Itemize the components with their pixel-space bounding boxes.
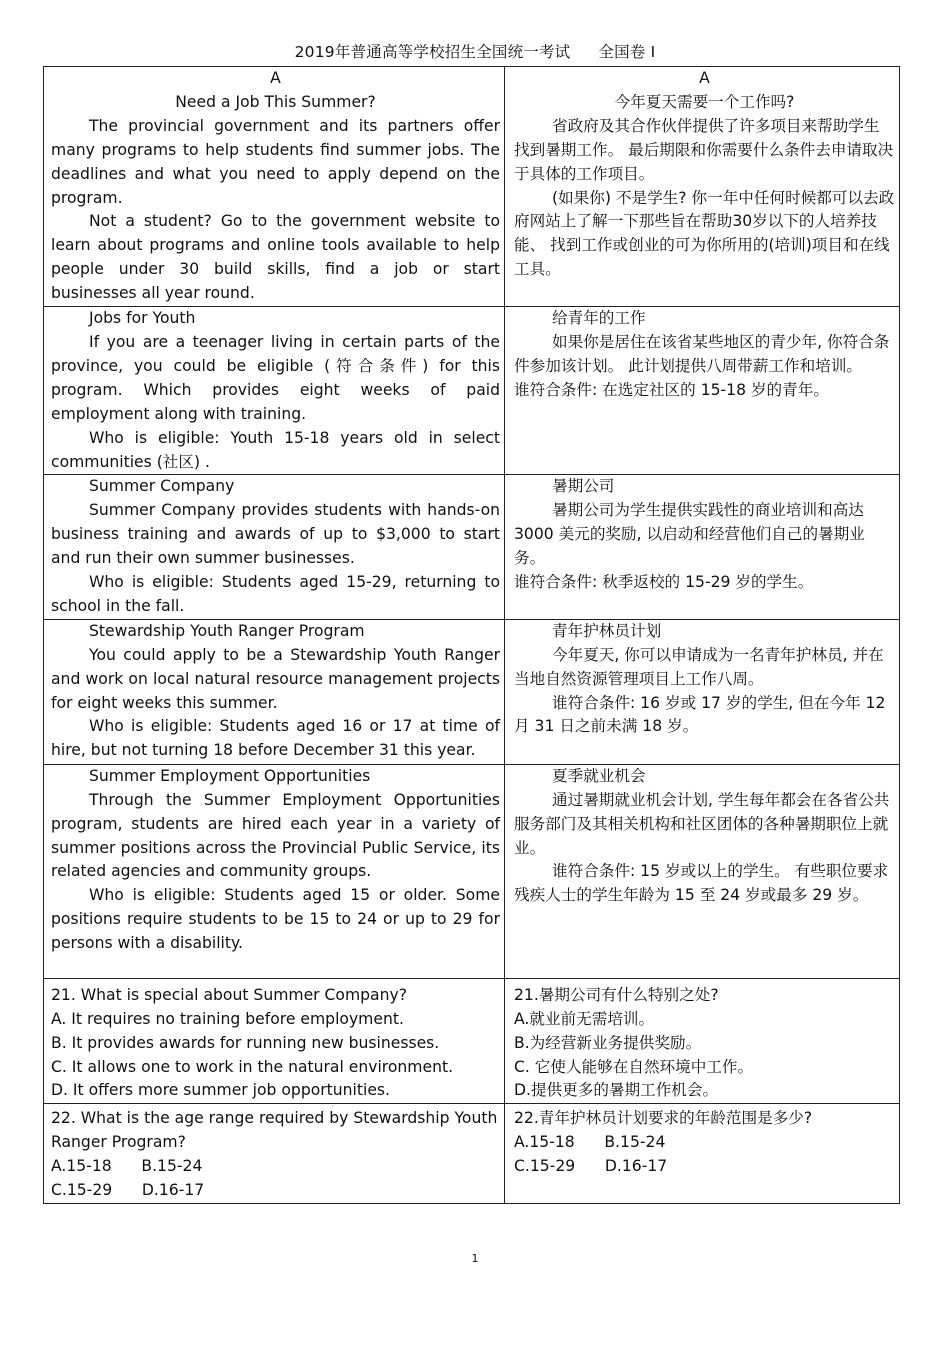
answer-option: A. It requires no training before employment.	[51, 1009, 404, 1028]
answer-option: D. It offers more summer job opportunities.	[51, 1081, 391, 1100]
program-heading: 暑期公司	[552, 477, 615, 496]
page-header	[0, 40, 950, 62]
eligibility: 谁符合条件: 秋季返校的 15-29 岁的学生。	[514, 573, 814, 592]
eligibility: Who is eligible: Students aged 15-29, returning to school in the fall.	[51, 573, 500, 615]
answer-option: C. 它使人能够在自然环境中工作。	[514, 1057, 754, 1076]
eligibility: Who is eligible: Students aged 15 or older. Some positions require students to be 15 to 24 or up to 29 for persons with a disability.	[51, 886, 500, 953]
chinese-cell	[505, 619, 900, 764]
paragraph: 省政府及其合作伙伴提供了许多项目来帮助学生找到暑期工作。 最后期限和你需要什么条件去申请取决于具体的工作项目。	[514, 116, 894, 183]
chinese-cell	[505, 67, 900, 307]
question-row-22	[44, 1104, 900, 1204]
answer-option: B.为经营新业务提供奖励。	[514, 1033, 702, 1052]
chinese-cell	[505, 307, 900, 475]
paragraph: If you are a teenager living in certain parts of the province, you could be eligible (符合条件) for this program. Which provides eight weeks of paid employment along with training.	[51, 332, 500, 423]
paragraph: (如果你) 不是学生? 你一年中任何时候都可以去政府网站上了解一下那些旨在帮助30岁以下的人培养技能、 找到工作或创业的可为你所用的(培训)项目和在线工具。	[514, 188, 895, 279]
program-heading: 夏季就业机会	[552, 766, 646, 785]
english-cell	[44, 475, 505, 619]
answer-option: C. It allows one to work in the natural environment.	[51, 1057, 454, 1076]
answer-options: C.15-29 D.16-17	[51, 1181, 205, 1200]
chinese-cell	[505, 1104, 900, 1204]
english-cell	[44, 764, 505, 978]
section-row-summer-company	[44, 475, 900, 619]
eligibility: 谁符合条件: 在选定社区的 15-18 岁的青年。	[514, 380, 829, 399]
chinese-cell	[505, 475, 900, 619]
exam-paper: 全国卷 I	[598, 43, 656, 61]
question-stem: 22. What is the age range required by Stewardship Youth Ranger Program?	[51, 1109, 498, 1152]
eligibility: 谁符合条件: 16 岁或 17 岁的学生, 但在今年 12 月 31 日之前未满 18 岁。	[514, 693, 886, 736]
english-cell	[44, 67, 505, 307]
section-letter: A	[699, 69, 710, 87]
program-heading: 给青年的工作	[552, 309, 646, 328]
paragraph: The provincial government and its partners offer many programs to help students find summer jobs. The deadlines and what you need to apply depend on the program.	[51, 116, 500, 207]
answer-options: C.15-29 D.16-17	[514, 1157, 668, 1176]
chinese-cell	[505, 978, 900, 1104]
program-heading: 青年护林员计划	[552, 621, 662, 640]
paragraph: Summer Company provides students with hands-on business training and awards of up to $3,000 to start and run their own summer businesses.	[51, 501, 500, 568]
section-row-summer-employment	[44, 764, 900, 978]
question-row-21	[44, 978, 900, 1104]
translation-table	[43, 66, 900, 1204]
answer-option: B. It provides awards for running new businesses.	[51, 1033, 440, 1052]
question-stem: 21. What is special about Summer Company?	[51, 985, 407, 1004]
eligibility: Who is eligible: Youth 15-18 years old in select communities (社区) .	[51, 428, 500, 471]
program-heading: Summer Employment Opportunities	[89, 766, 371, 785]
english-cell	[44, 307, 505, 475]
chinese-cell	[505, 764, 900, 978]
answer-option: A.就业前无需培训。	[514, 1009, 655, 1028]
english-cell	[44, 978, 505, 1104]
paragraph: Not a student? Go to the government website to learn about programs and online tools available to help people under 30 build skills, find a job or start businesses all year round.	[51, 212, 500, 303]
program-heading: Stewardship Youth Ranger Program	[89, 621, 365, 640]
section-letter: A	[270, 69, 281, 87]
answer-option: D.提供更多的暑期工作机会。	[514, 1081, 719, 1100]
english-cell	[44, 1104, 505, 1204]
eligibility: Who is eligible: Students aged 16 or 17 at time of hire, but not turning 18 before December 31 this year.	[51, 717, 500, 760]
answer-options: A.15-18 B.15-24	[514, 1133, 666, 1152]
exam-title: 2019年普通高等学校招生全国统一考试	[294, 43, 571, 61]
section-row-intro	[44, 67, 900, 307]
question-stem: 21.暑期公司有什么特别之处?	[514, 985, 719, 1004]
section-row-jobs-for-youth	[44, 307, 900, 475]
eligibility: 谁符合条件: 15 岁或以上的学生。 有些职位要求残疾人士的学生年龄为 15 至 24 岁或最多 29 岁。	[514, 862, 889, 905]
paragraph: Through the Summer Employment Opportunities program, students are hired each year in a variety of summer positions across the Provincial Public Service, its related agencies and community groups.	[51, 790, 500, 881]
paragraph: 暑期公司为学生提供实践性的商业培训和高达 3000 美元的奖励, 以启动和经营他们自己的暑期业务。	[514, 501, 865, 568]
page-number: 1	[471, 1252, 479, 1265]
paragraph: 今年夏天, 你可以申请成为一名青年护林员, 并在当地自然资源管理项目上工作八周。	[514, 645, 884, 688]
paragraph: 如果你是居住在该省某些地区的青少年, 你符合条件参加该计划。 此计划提供八周带薪工作和培训。	[514, 332, 890, 375]
passage-title: Need a Job This Summer?	[175, 92, 376, 111]
answer-options: A.15-18 B.15-24	[51, 1157, 203, 1176]
section-row-youth-ranger	[44, 619, 900, 764]
program-heading: Jobs for Youth	[89, 309, 196, 328]
paragraph: 通过暑期就业机会计划, 学生每年都会在各省公共服务部门及其相关机构和社区团体的各种暑期职位上就业。	[514, 790, 890, 857]
paragraph: You could apply to be a Stewardship Youth Ranger and work on local natural resource management projects for eight weeks this summer.	[51, 645, 500, 712]
question-stem: 22.青年护林员计划要求的年龄范围是多少?	[514, 1109, 813, 1128]
program-heading: Summer Company	[89, 477, 235, 496]
english-cell	[44, 619, 505, 764]
passage-title: 今年夏天需要一个工作吗?	[614, 92, 795, 111]
